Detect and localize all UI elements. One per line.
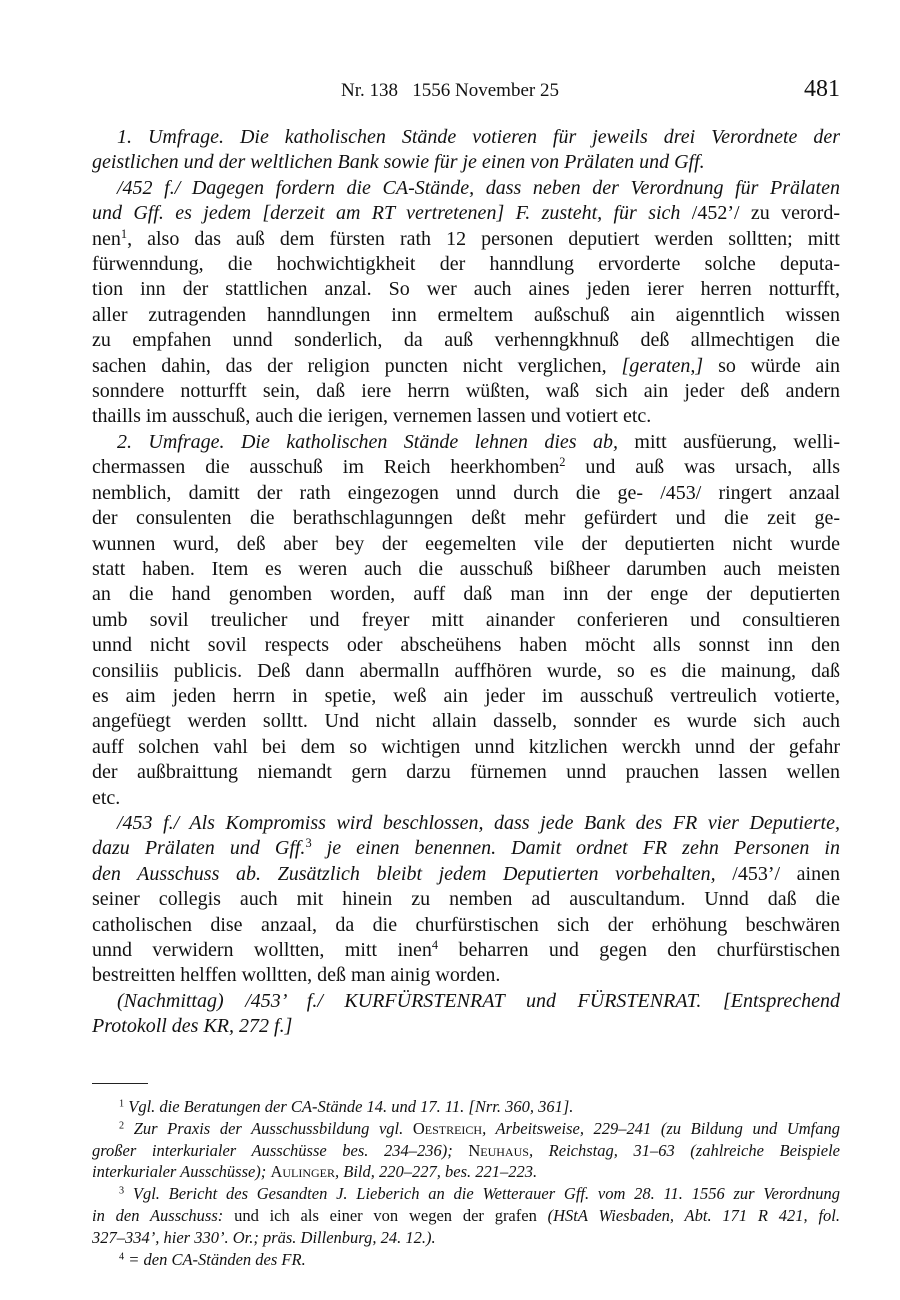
text-segment: und auß was ursach, alls [565,456,840,479]
text-line [92,862,840,887]
text-line [92,354,840,379]
text-line [92,608,840,633]
text-segment: /452 f./ Dagegen fordern die CA-Stände, dass neben der Verordnung für Prälaten [117,176,840,199]
text-segment: , also das auß dem fürsten rath 12 personen deputiert werden solltten; mitt [127,227,840,250]
text-segment: (Nachmittag) /453’ f./ KURFÜRSTENRAT und FÜRSTENRAT. [Entsprechend [117,989,840,1012]
text-line [92,303,840,328]
footnote [92,1183,840,1248]
text-segment: und ich als einer von wegen der grafen [234,1205,548,1225]
text-segment: beharren und gegen den churfürstischen [438,939,841,961]
text-segment: unnd nicht sovil respects oder abscheühens haben möcht alls sonnst inn den [92,634,840,657]
paragraph [92,989,840,1040]
footnote-line [92,1118,840,1140]
text-segment: nen [92,227,121,250]
text-segment: 327–334’, hier 330’. Or.; präs. Dillenburg, 24. 12.). [92,1227,436,1247]
text-segment: aller zutragenden hanndlungen inn ermeltem außschuß ain aigenntlich wissen [92,303,840,326]
text-segment: statt haben. Item es weren auch die ausschuß bißheer darumben auch meisten [92,557,840,580]
text-line [92,277,840,302]
text-segment: 2. Umfrage. Die katholischen Stände lehnen dies ab, [117,430,618,453]
footnote-line [92,1183,840,1205]
footnote-line [92,1205,840,1227]
text-segment: Vgl. die Beratungen der CA-Stände 14. und 17. 11. [Nrr. 360, 361]. [124,1097,574,1116]
text-line [92,887,840,912]
footnote-marker: 1 [120,226,128,241]
footnote-divider [92,1083,148,1084]
text-line [92,481,840,506]
text-segment: Neuhaus [468,1140,529,1160]
text-segment: fürwenndung, die hochwichtigkheit der hanndlung ervorderte solche deputa- [92,253,840,276]
text-line [92,811,840,836]
footnotes [92,1096,840,1270]
footnote-marker: 2 [559,455,566,470]
text-line [92,786,840,811]
footnote-marker: 2 [119,1120,125,1132]
text-segment: interkurialer Ausschüsse); [92,1162,271,1182]
text-line [92,989,840,1014]
text-segment: den Ausschuss ab. Zusätzlich bleibt jedem Deputierten vorbehalten, [92,862,733,885]
text-segment: chermassen die ausschuß im Reich heerkhomben [92,456,560,479]
text-line [92,633,840,658]
text-line [92,659,840,684]
text-segment: auff solchen vahl bei dem so wichtigen unnd kitzlichen werckh unnd der gefahr [92,735,840,758]
text-line [92,913,840,938]
text-segment: nemblich, damitt der rath eingezogen unnd durch die ge- /453/ ringert anzaal [92,481,840,504]
footnote-marker: 3 [305,836,312,851]
text-segment: etc. [92,786,121,809]
footnote-line [92,1096,840,1118]
footnote-line [92,1161,840,1183]
text-line [92,227,840,252]
paragraph [92,811,840,989]
text-segment: großer interkurialer Ausschüsse bes. 234–236); [92,1140,469,1160]
text-segment: zu empfahen unnd sonderlich, da auß verhenngkhnuß deß allmechtigen die [92,329,840,352]
text-line [92,252,840,277]
text-segment: angefüegt werden solltt. Und nicht allain dasselb, sonnder es wurde sich auch [92,710,840,733]
footnote-marker: 4 [431,938,439,953]
text-segment: thaills im ausschuß, auch die ierigen, vernemen lassen und votiert etc. [92,405,652,428]
text-segment: und Gff. es jedem [derzeit am RT vertretenen] F. zusteht, für sich [92,202,692,225]
text-segment: /452’/ zu verord- [691,202,841,225]
text-line [92,1014,840,1039]
text-segment: bestreitten helffen wolltten, deß man ainig worden. [92,964,501,987]
footnote-marker: 1 [119,1098,125,1110]
footnote-marker: 3 [119,1185,125,1197]
text-line [92,125,840,150]
text-segment: Oestreich [412,1118,483,1138]
text-segment: an die hand genomben worden, auff daß man inn der enge der deputierten [92,583,840,606]
footnote-line [92,1140,840,1162]
text-segment: in den Ausschuss: [92,1205,235,1225]
text-segment: sonndere notturfft sein, daß iere herrn wüßten, waß sich ain jeder deß andern [92,380,840,403]
text-segment: , Reichstag, 31–63 (zahlreiche Beispiele [528,1140,840,1160]
text-segment: , Bild, 220–227, bes. 221–223. [335,1162,538,1182]
text-segment: unnd verwidern wolltten, mitt inen [92,939,432,961]
text-segment: Vgl. Bericht des Gesandten J. Lieberich an die Wetterauer Gff. vom 28. 11. 1556 zur Verordnung [124,1184,840,1204]
text-segment: Protokoll des KR, 272 f.] [92,1015,293,1038]
paragraph [92,125,840,176]
text-segment: geistlichen und der weltlichen Bank sowie für je einen von Prälaten und Gff. [92,151,705,174]
footnote-line [92,1249,840,1271]
text-segment: [geraten,] [621,354,704,377]
text-segment: /453’/ ainen [732,862,840,885]
text-segment: der außbraittung niemandt gern darzu fürnemen unnd prauchen lassen wellen [92,761,840,784]
text-segment: wunnen wurd, deß aber bey der eegemelten vile der deputierten nicht wurde [92,532,840,555]
text-segment: consiliis publicis. Deß dann abermalln auffhören wurde, so es die mainung, daß [92,659,840,682]
text-line [92,201,840,226]
main-text [92,125,840,1040]
text-segment: es aim jeden herrn in spetie, weß ain jeder im ausschuß vertreulich votierte, [92,684,840,707]
text-line [92,836,840,861]
footnote [92,1118,840,1183]
text-line [92,735,840,760]
text-segment: Zur Praxis der Ausschussbildung vgl. [124,1118,413,1138]
paragraph [92,430,840,811]
footnote-line [92,1227,840,1249]
text-segment: so würde ain [703,354,840,377]
text-segment: je einen benennen. Damit ordnet FR zehn Personen in [311,837,840,860]
footnote-marker: 4 [119,1250,125,1262]
text-line [92,557,840,582]
text-segment: umb sovil treulicher und freyer mitt ainander conferieren und consultieren [92,608,840,631]
text-line [92,404,840,429]
text-line [92,532,840,557]
text-segment: Aulinger [270,1162,336,1182]
text-segment: dazu Prälaten und Gff. [92,837,306,860]
text-line [92,760,840,785]
footnote [92,1096,840,1118]
text-line [92,176,840,201]
text-segment: 1. Umfrage. Die katholischen Stände votieren für jeweils drei Verordnete der [117,126,840,148]
text-segment: sachen dahin, das der religion puncten nicht verglichen, [92,354,622,377]
text-line [92,506,840,531]
text-segment: , Arbeitsweise, 229–241 (zu Bildung und Umfang [482,1118,840,1138]
text-line [92,455,840,480]
text-line [92,379,840,404]
paragraph [92,176,840,430]
text-segment: tion inn der stattlichen anzal. So wer auch aines jeden ierer herren notturfft, [92,278,840,301]
text-line [92,709,840,734]
text-line [92,938,840,963]
text-line [92,328,840,353]
text-segment: catholischen dise anzaal, da die churfürstischen sich der erhöhung beschwären [92,913,840,936]
text-line [92,582,840,607]
text-segment: mitt ausfüerung, welli- [618,430,841,453]
text-line [92,684,840,709]
running-title: Nr. 138 1556 November 25 [341,80,559,101]
text-line [92,430,840,455]
text-segment: (HStA Wiesbaden, Abt. 171 R 421, fol. [547,1205,840,1225]
text-segment: der consulenten die berathschlagunngen deßt mehr gefürdert und die zeit ge- [92,507,840,530]
text-segment: = den CA-Ständen des FR. [124,1249,306,1269]
text-line [92,963,840,988]
footnote [92,1249,840,1271]
text-line [92,150,840,175]
page-number: 481 [804,76,840,102]
text-segment: /453 f./ Als Kompromiss wird beschlossen, dass jede Bank des FR vier Deputierte, [117,811,840,834]
text-segment: seiner collegis auch mit hinein zu nemben ad auscultandum. Unnd daß die [92,888,840,911]
